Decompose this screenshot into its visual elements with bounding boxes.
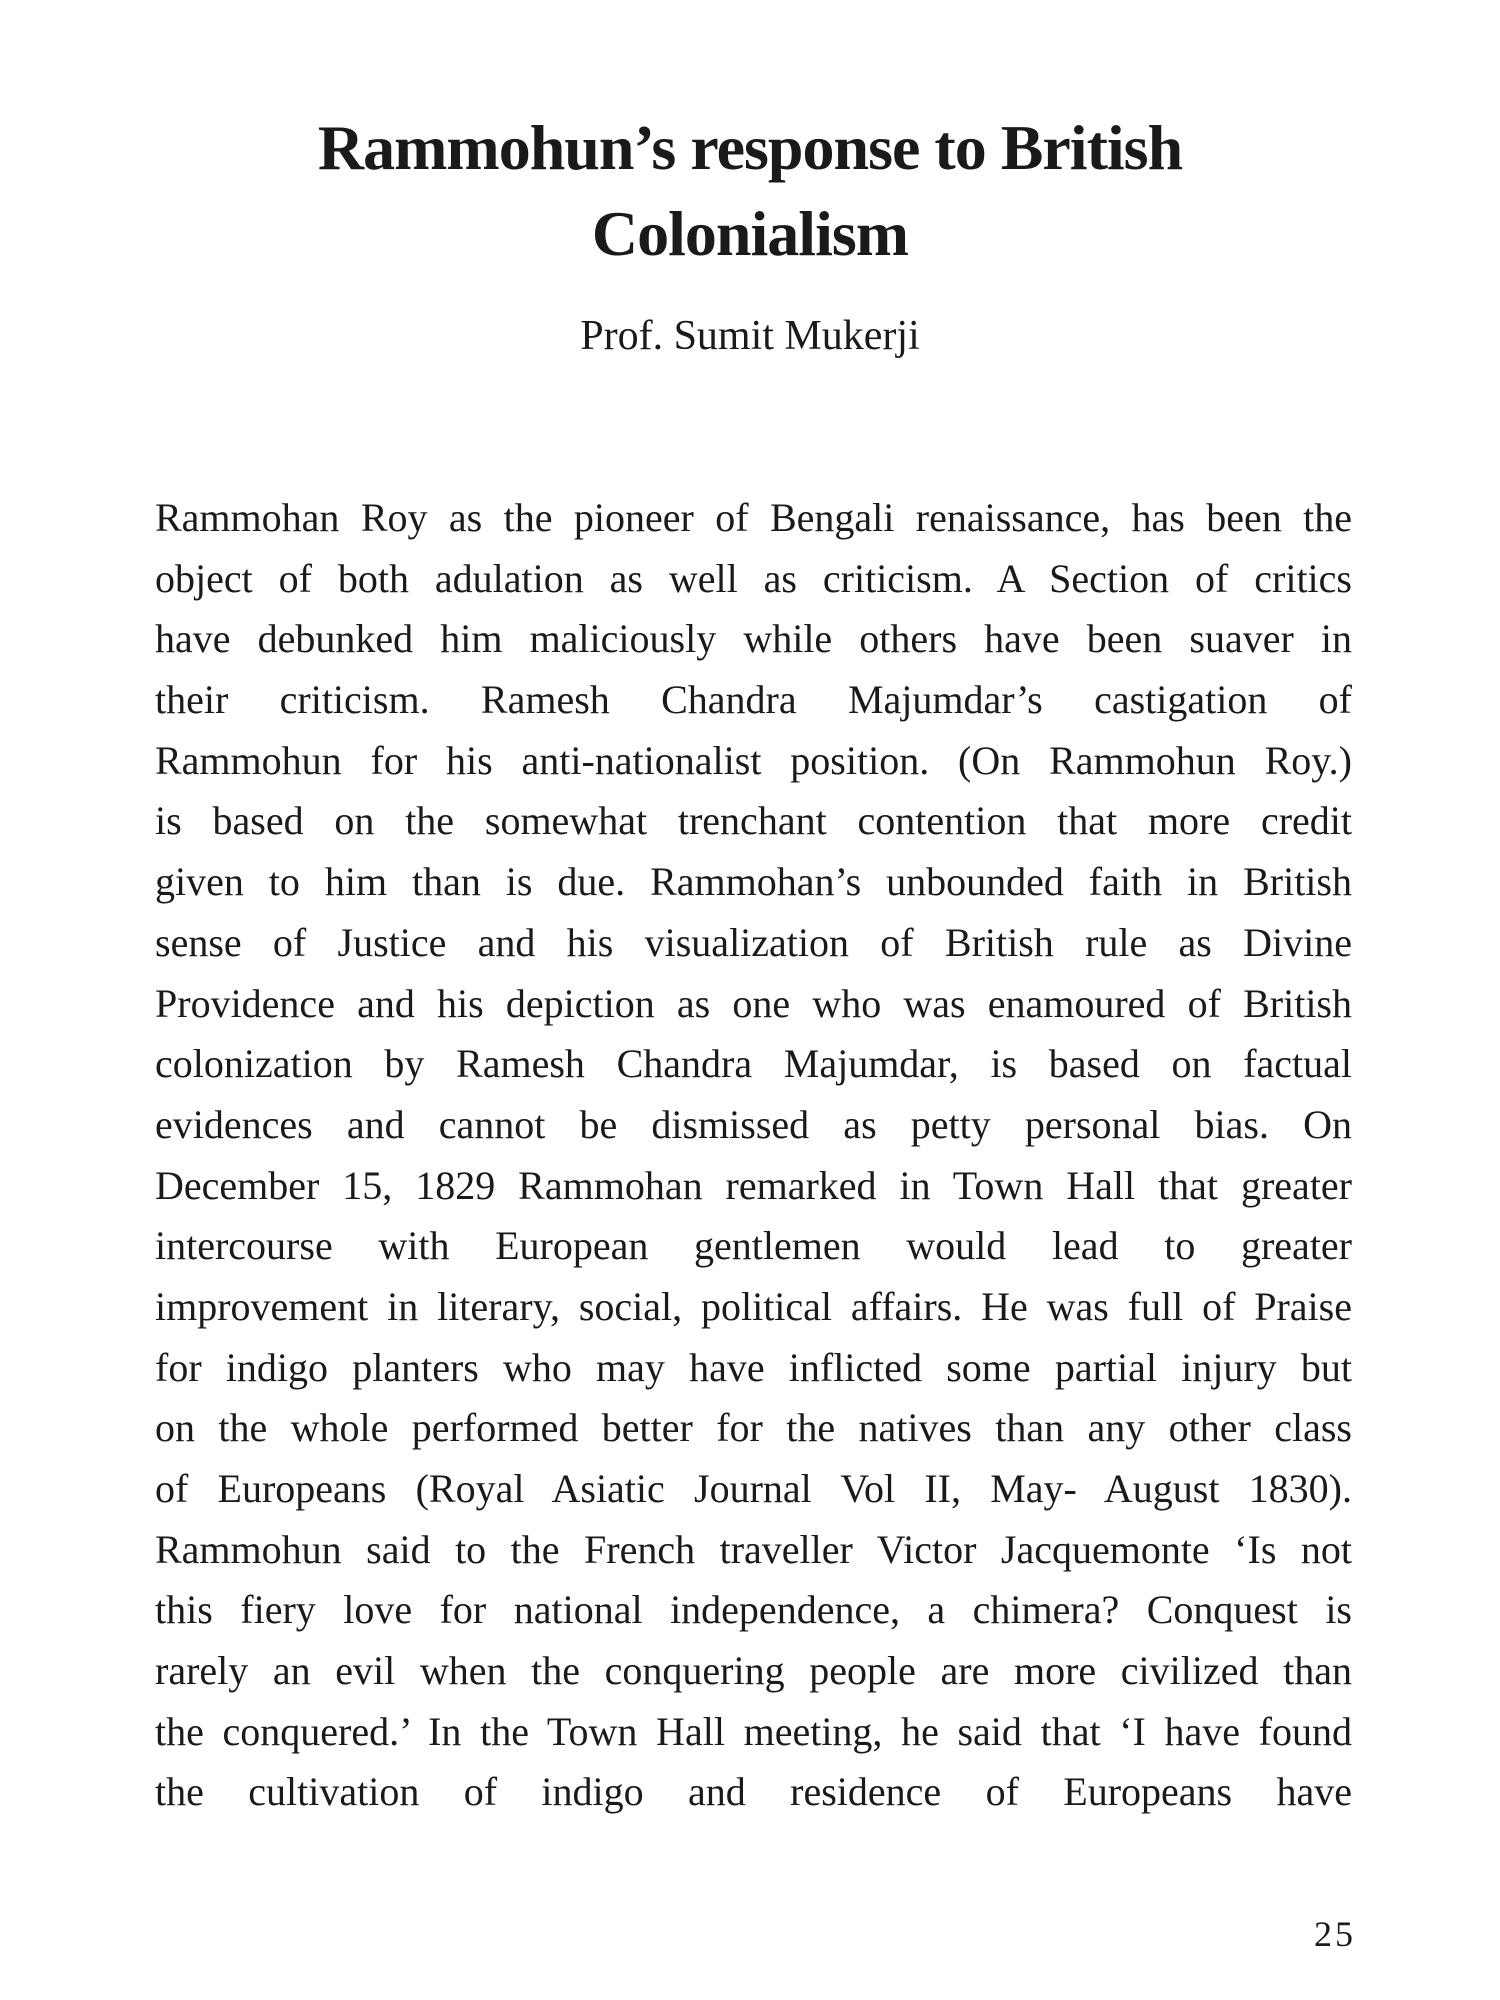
body-line: their criticism. Ramesh Chandra Majumdar’s castigation of: [155, 677, 1352, 723]
body-line: of Europeans (Royal Asiatic Journal Vol II, May- August 1830).: [155, 1466, 1352, 1511]
body-line: improvement in literary, social, political affairs. He was full of Praise: [155, 1283, 1352, 1329]
body-line: given to him than is due. Rammohan’s unbounded faith in British: [155, 859, 1352, 905]
body-line: object of both adulation as well as criticism. A Section of critics: [155, 555, 1352, 601]
body-line: Rammohan Roy as the pioneer of Bengali renaissance, has been the: [155, 495, 1352, 540]
body-line: on the whole performed better for the natives than any other class: [155, 1405, 1352, 1451]
body-line: Providence and his depiction as one who was enamoured of British: [155, 980, 1352, 1026]
body-line: evidences and cannot be dismissed as petty personal bias. On: [155, 1101, 1352, 1147]
body-line: is based on the somewhat trenchant contention that more credit: [155, 798, 1352, 844]
body-line: sense of Justice and his visualization of British rule as Divine: [155, 919, 1352, 965]
body-line: this fiery love for national independence, a chimera? Conquest is: [155, 1587, 1352, 1633]
article-title-line-2: Colonialism: [591, 198, 909, 269]
body-line: intercourse with European gentlemen would lead to greater: [155, 1223, 1352, 1269]
article-title-line-1: Rammohun’s response to British: [317, 112, 1183, 183]
body-line: rarely an evil when the conquering people are more civilized than: [155, 1648, 1352, 1694]
body-line: have debunked him maliciously while others have been suaver in: [155, 616, 1352, 662]
article-title: [150, 105, 1350, 277]
body-line: the conquered.’ In the Town Hall meeting, he said that ‘I have found: [155, 1708, 1352, 1754]
body-line: Rammohun for his anti-nationalist position. (On Rammohun Roy.): [155, 737, 1352, 783]
author-name: Prof. Sumit Mukerji: [580, 313, 920, 359]
body-line: the cultivation of indigo and residence of Europeans have: [155, 1769, 1352, 1815]
body-line: December 15, 1829 Rammohan remarked in Town Hall that greater: [155, 1162, 1352, 1208]
page-number: 25: [1314, 1914, 1356, 1954]
body-line: for indigo planters who may have inflicted some partial injury but: [155, 1344, 1352, 1390]
body-line: Rammohun said to the French traveller Victor Jacquemonte ‘Is not: [155, 1526, 1352, 1572]
body-paragraph: [155, 488, 1352, 1823]
body-line: colonization by Ramesh Chandra Majumdar, is based on factual: [155, 1041, 1352, 1087]
